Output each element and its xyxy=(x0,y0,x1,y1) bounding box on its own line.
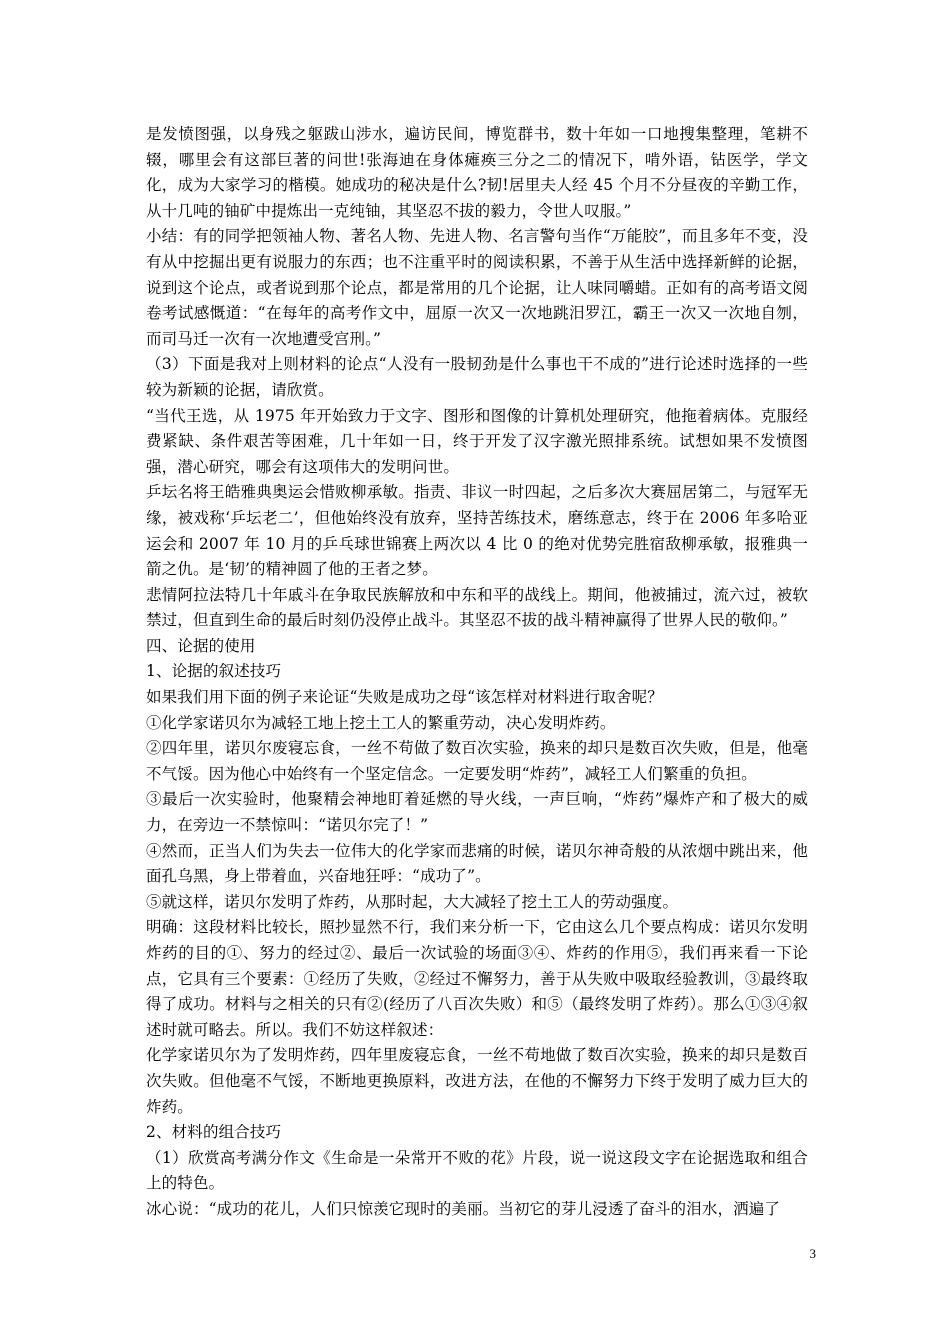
paragraph: 小结：有的同学把领袖人物、著名人物、先进人物、名言警句当作“万能胶”，而且多年不变，没有从中挖掘出更有说服力的东西；也不注重平时的阅读积累，不善于从生活中选择新鲜的论据，说到这个论点，或者说到那个论点，都是常用的几个论据，让人味同嚼蜡。正如有的高考语文阅卷考试感慨道：“在每年的高考作文中，屈原一次又一次地跳汨罗江，霸王一次又一次地自刎，而司马迁一次有一次地遭受宫刑。” xyxy=(146,227,808,348)
page-number: 3 xyxy=(809,1246,816,1261)
paragraph: 明确：这段材料比较长，照抄显然不行，我们来分析一下，它由这么几个要点构成：诺贝尔发明炸药的目的①、努力的经过②、最后一次试验的场面③④、炸药的作用⑤，我们再来看一下论点，它具有三个要素：①经历了失败，②经过不懈努力，善于从失败中吸取经验教训，③最终取得了成功。材料与之相关的只有②(经历了八百次失败）和⑤（最终发明了炸药）。那么①③④叙述时就可略去。所以。我们不妨这样叙述： xyxy=(146,918,808,1039)
paragraph: 悲情阿拉法特几十年戚斗在争取民族解放和中东和平的战线上。期间，他被捕过，流六过，被软禁过，但直到生命的最后时刻仍没停止战斗。其坚忍不拔的战斗精神赢得了世界人民的敬仰。” xyxy=(146,585,808,630)
paragraph: 如果我们用下面的例子来论证“失败是成功之母“该怎样对材料进行取舍呢？ xyxy=(146,688,663,707)
body-text xyxy=(146,122,808,1223)
paragraph: （1）欣赏高考满分作文《生命是一朵常开不败的花》片段，说一说这段文字在论据选取和组合上的特色。 xyxy=(146,1148,808,1193)
list-item: ②四年里，诺贝尔废寝忘食，一丝不苟做了数百次实验，换来的却只是数百次失败，但是，他毫不气馁。因为他心中始终有一个坚定信念。一定要发明“炸药”，减轻工人们繁重的负担。 xyxy=(146,739,808,783)
paragraph: 化学家诺贝尔为了发明炸药，四年里废寝忘食，一丝不苟地做了数百次实验，换来的却只是数百次失败。但他毫不气馁，不断地更换原料，改进方法，在他的不懈努力下终于发明了威力巨大的炸药。 xyxy=(146,1046,808,1116)
paragraph: 乒坛名将王皓雅典奥运会惜败柳承敏。指责、非议一时四起，之后多次大赛屈居第二，与冠军无缘，被戏称‘乒坛老二’，但他始终没有放弃，坚持苦练技术，磨练意志，终于在 2006 年多哈亚运会和 2007 年 10 月的乒乓球世锦赛上两次以 4 比 0 的绝对优势完胜宿敌柳承敏，报雅典一箭之仇。是‘韧’的精神圆了他的王者之梦。 xyxy=(146,483,808,579)
list-item: ④然而，正当人们为失去一位伟大的化学家而悲痛的时候，诺贝尔神奇般的从浓烟中跳出来，他面孔乌黑，身上带着血，兴奋地狂呼：“成功了”。 xyxy=(146,841,808,886)
paragraph: “当代王选，从 1975 年开始致力于文字、图形和图像的计算机处理研究，他拖着病体。克服经费紧缺、条件艰苦等困难，几十年如一日，终于开发了汉字激光照排系统。试想如果不发愤图强，潜心研究，哪会有这项伟大的发明问世。 xyxy=(146,406,808,476)
paragraph: （3）下面是我对上则材料的论点“人没有一股韧劲是什么事也干不成的”进行论述时选择的一些较为新颖的论据，请欣赏。 xyxy=(146,355,808,399)
section-heading: 四、论据的使用 xyxy=(146,636,256,655)
subsection-heading: 2、材料的组合技巧 xyxy=(146,1123,282,1142)
subsection-heading: 1、论据的叙述技巧 xyxy=(146,662,282,681)
paragraph: 冰心说：“成功的花儿，人们只惊羡它现时的美丽。当初它的芽儿浸透了奋斗的泪水，洒遍了 xyxy=(146,1199,781,1218)
list-item: ⑤就这样，诺贝尔发明了炸药，从那时起，大大减轻了挖土工人的劳动强度。 xyxy=(146,892,679,911)
list-item: ③最后一次实验时，他聚精会神地盯着延燃的导火线，一声巨响，“炸药”爆炸产和了极大的威力，在旁边一不禁惊叫：“诺贝尔完了！” xyxy=(146,790,808,835)
paragraph: 是发愤图强，以身残之躯跋山涉水，遍访民间，博览群书，数十年如一口地搜集整理，笔耕不辍，哪里会有这部巨著的问世!张海迪在身体瘫痪三分之二的情况下，啃外语，钻医学，学文化，成为大家学习的楷模。她成功的秘决是什么?韧!居里夫人经 45 个月不分昼夜的辛勤工作，从十几吨的铀矿中提炼出一克纯铀，其坚忍不拔的毅力，令世人叹服。” xyxy=(146,125,808,220)
list-item: ①化学家诺贝尔为减轻工地上挖土工人的繁重劳动，决心发明炸药。 xyxy=(146,713,616,732)
